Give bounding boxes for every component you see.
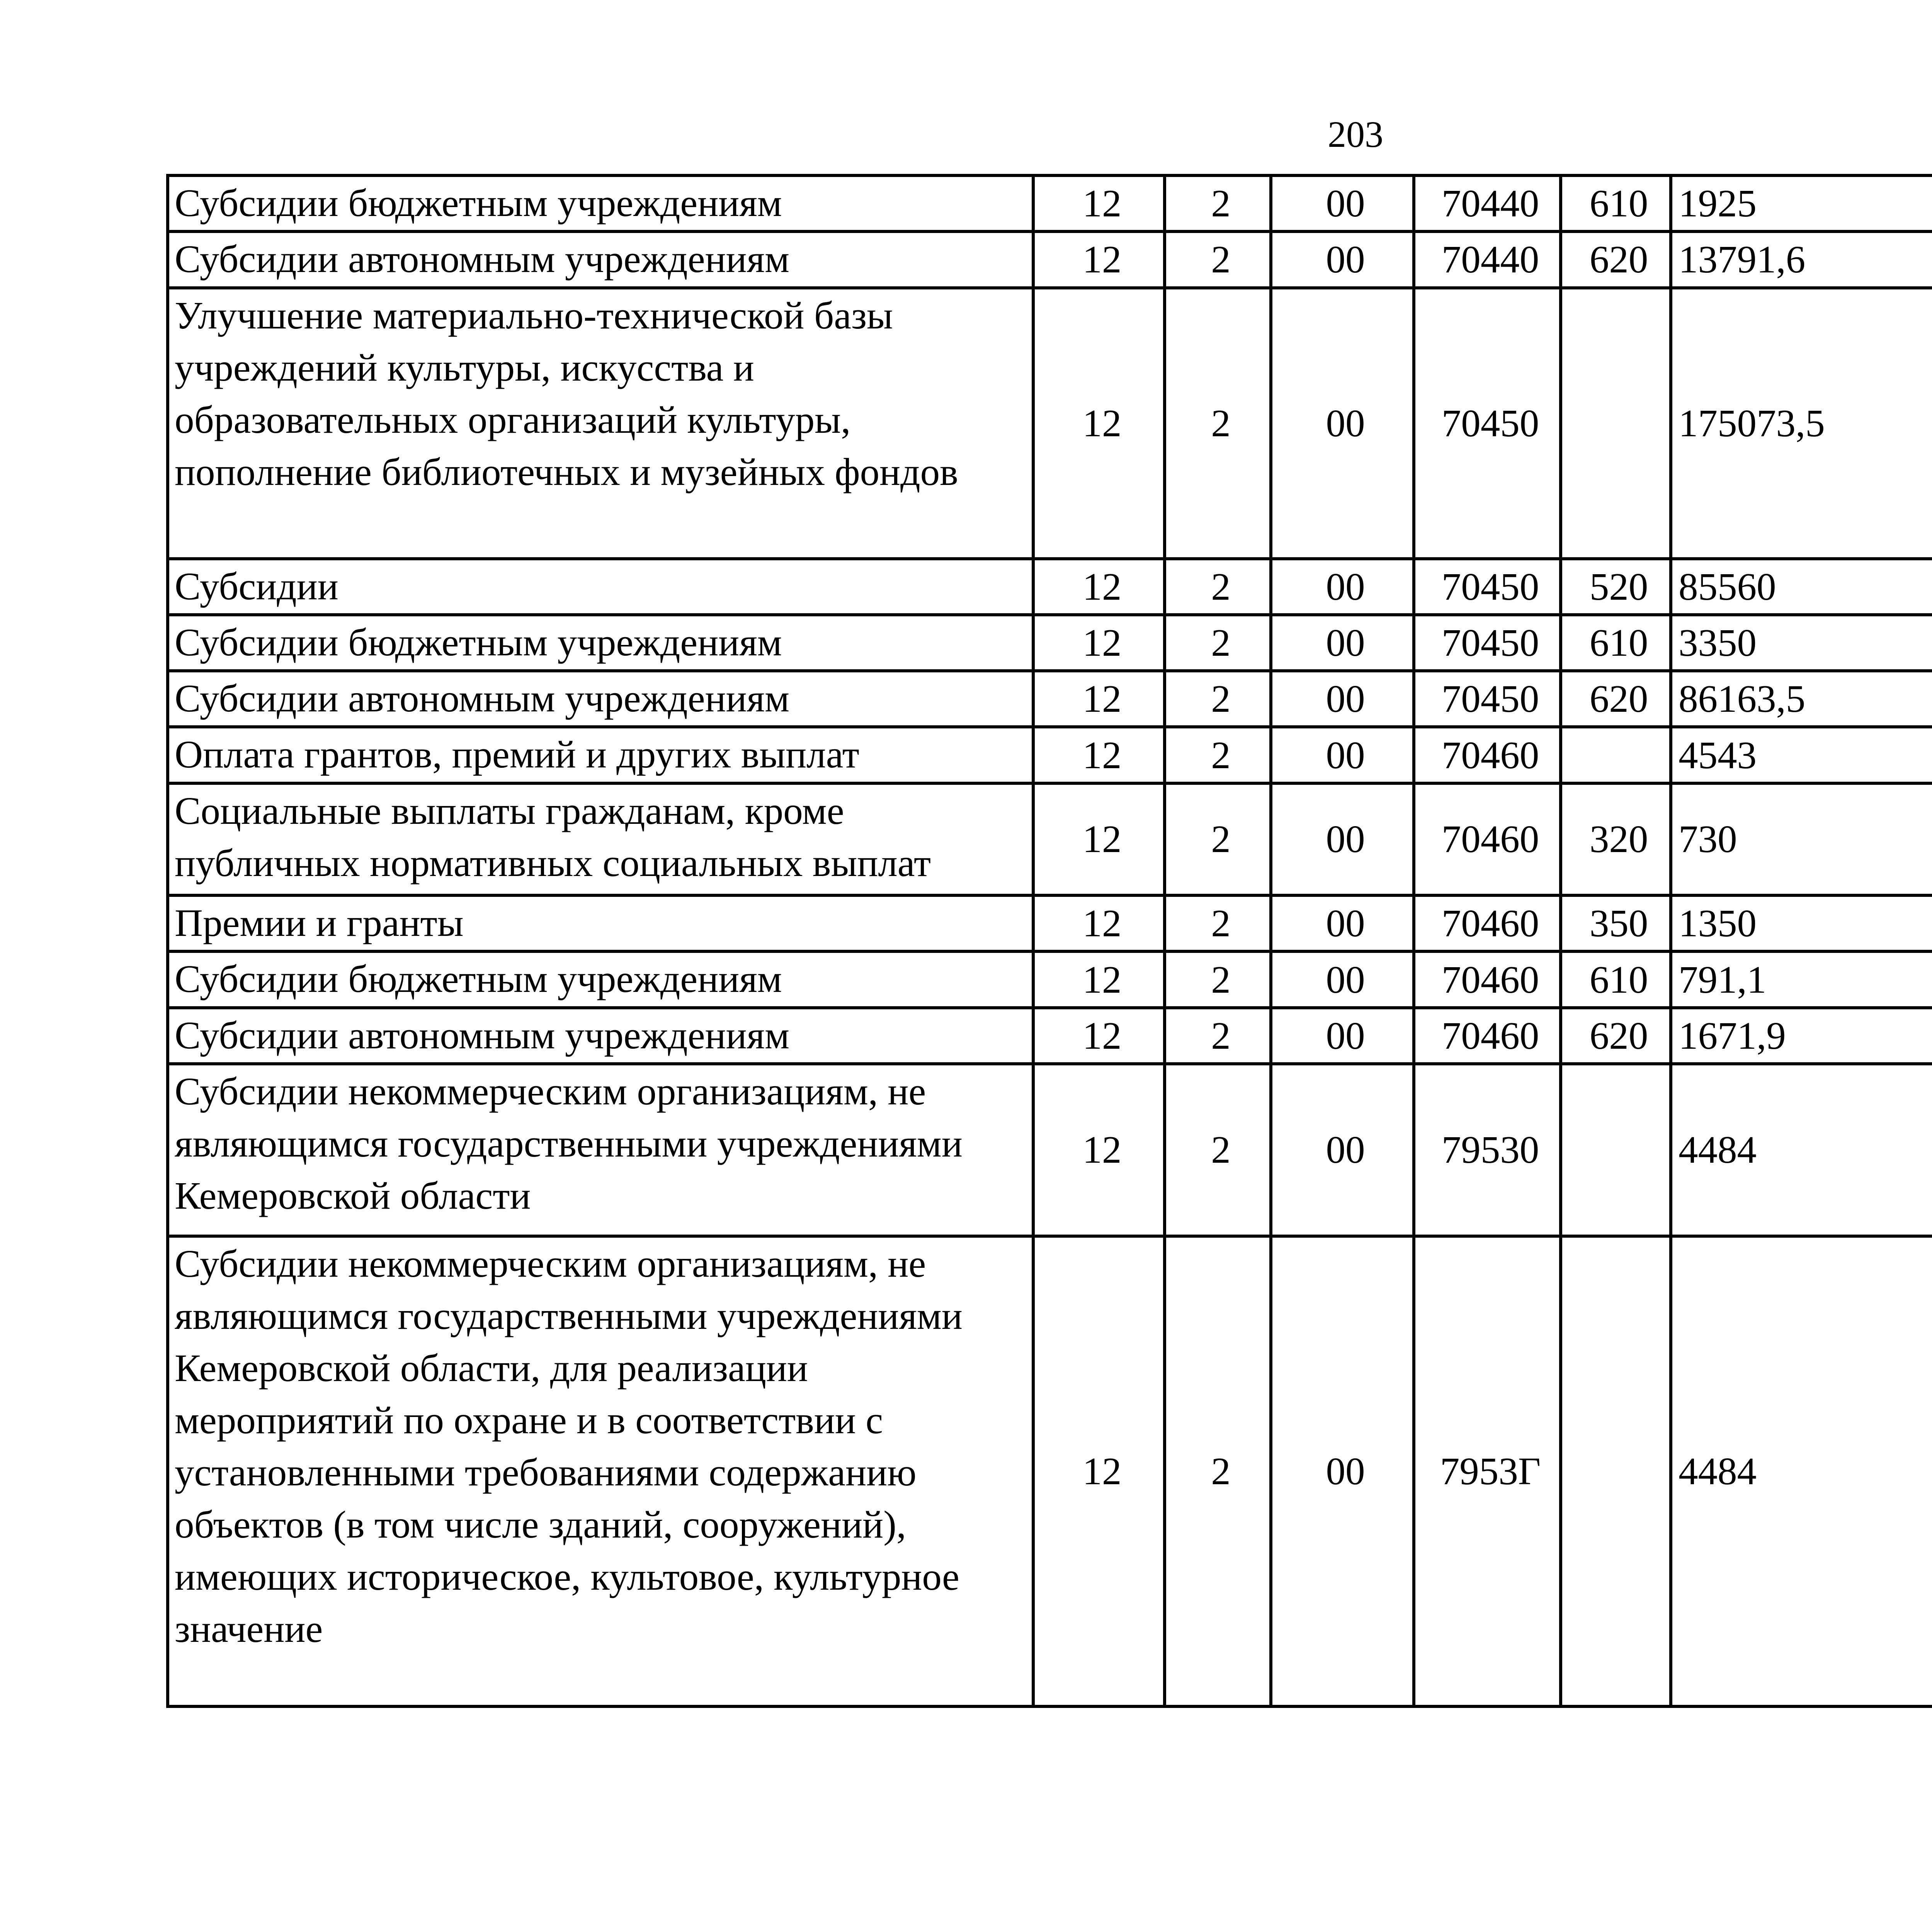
row-name: Улучшение материально-технической базы учреждений культуры, искусства и образовательных организаций культуры, пополнение библиотечных и музейных фондов	[168, 288, 1033, 559]
amount-year-1: 730	[1671, 783, 1932, 896]
subsection-code: 2	[1165, 175, 1271, 231]
subsection-code: 2	[1165, 1064, 1271, 1236]
row-name: Социальные выплаты гражданам, кроме публичных нормативных социальных выплат	[168, 783, 1033, 896]
section-code: 12	[1033, 1064, 1165, 1236]
expense-type-code: 620	[1561, 671, 1671, 727]
table-row	[168, 727, 1932, 783]
row-name: Субсидии	[168, 559, 1033, 615]
program-code: 00	[1271, 1064, 1414, 1236]
row-name: Субсидии автономным учреждениям	[168, 671, 1033, 727]
section-code: 12	[1033, 615, 1165, 671]
row-name: Субсидии некоммерческим организациям, не являющимся государственными учреждениями Кемеровской области, для реализации мероприятий по охране и в соответствии с установленными требованиями содержанию объектов (в том числе зданий, сооружений), имеющих историческое, культовое, культурное значение	[168, 1236, 1033, 1706]
amount-year-1: 1925	[1671, 175, 1932, 231]
table-row	[168, 1064, 1932, 1236]
program-code: 00	[1271, 895, 1414, 951]
expense-type-code: 350	[1561, 895, 1671, 951]
budget-table	[166, 174, 1932, 1708]
direction-code: 70450	[1414, 671, 1561, 727]
subsection-code: 2	[1165, 615, 1271, 671]
program-code: 00	[1271, 671, 1414, 727]
amount-year-1: 4484	[1671, 1064, 1932, 1236]
amount-year-1: 85560	[1671, 559, 1932, 615]
row-name: Субсидии бюджетным учреждениям	[168, 175, 1033, 231]
section-code: 12	[1033, 727, 1165, 783]
expense-type-code	[1561, 288, 1671, 559]
expense-type-code: 610	[1561, 175, 1671, 231]
program-code: 00	[1271, 288, 1414, 559]
section-code: 12	[1033, 231, 1165, 287]
section-code: 12	[1033, 895, 1165, 951]
program-code: 00	[1271, 615, 1414, 671]
expense-type-code	[1561, 727, 1671, 783]
table-row	[168, 288, 1932, 559]
subsection-code: 2	[1165, 288, 1271, 559]
direction-code: 70460	[1414, 727, 1561, 783]
subsection-code: 2	[1165, 1236, 1271, 1706]
section-code: 12	[1033, 175, 1165, 231]
amount-year-1: 1350	[1671, 895, 1932, 951]
subsection-code: 2	[1165, 951, 1271, 1007]
direction-code: 70450	[1414, 559, 1561, 615]
expense-type-code: 610	[1561, 951, 1671, 1007]
direction-code: 70460	[1414, 951, 1561, 1007]
amount-year-1: 175073,5	[1671, 288, 1932, 559]
subsection-code: 2	[1165, 783, 1271, 896]
amount-year-1: 86163,5	[1671, 671, 1932, 727]
amount-year-1: 791,1	[1671, 951, 1932, 1007]
amount-year-1: 1671,9	[1671, 1008, 1932, 1064]
row-name: Субсидии некоммерческим организациям, не являющимся государственными учреждениями Кемеровской области	[168, 1064, 1033, 1236]
table-row	[168, 951, 1932, 1007]
subsection-code: 2	[1165, 1008, 1271, 1064]
row-name: Субсидии бюджетным учреждениям	[168, 951, 1033, 1007]
section-code: 12	[1033, 559, 1165, 615]
table-row	[168, 783, 1932, 896]
table-row	[168, 1008, 1932, 1064]
expense-type-code	[1561, 1064, 1671, 1236]
subsection-code: 2	[1165, 559, 1271, 615]
section-code: 12	[1033, 671, 1165, 727]
subsection-code: 2	[1165, 671, 1271, 727]
row-name: Премии и гранты	[168, 895, 1033, 951]
direction-code: 7953Г	[1414, 1236, 1561, 1706]
expense-type-code: 610	[1561, 615, 1671, 671]
direction-code: 70440	[1414, 175, 1561, 231]
row-name: Оплата грантов, премий и других выплат	[168, 727, 1033, 783]
expense-type-code: 620	[1561, 231, 1671, 287]
amount-year-1: 4484	[1671, 1236, 1932, 1706]
table-row	[168, 895, 1932, 951]
expense-type-code: 520	[1561, 559, 1671, 615]
expense-type-code: 320	[1561, 783, 1671, 896]
page-number: 203	[1328, 114, 1383, 155]
table-row	[168, 615, 1932, 671]
table-row	[168, 231, 1932, 287]
direction-code: 70460	[1414, 895, 1561, 951]
table-row	[168, 1236, 1932, 1706]
direction-code: 70450	[1414, 615, 1561, 671]
amount-year-1: 4543	[1671, 727, 1932, 783]
subsection-code: 2	[1165, 231, 1271, 287]
direction-code: 70450	[1414, 288, 1561, 559]
program-code: 00	[1271, 951, 1414, 1007]
row-name: Субсидии автономным учреждениям	[168, 1008, 1033, 1064]
section-code: 12	[1033, 783, 1165, 896]
program-code: 00	[1271, 1008, 1414, 1064]
direction-code: 79530	[1414, 1064, 1561, 1236]
direction-code: 70460	[1414, 783, 1561, 896]
direction-code: 70440	[1414, 231, 1561, 287]
program-code: 00	[1271, 727, 1414, 783]
amount-year-1: 3350	[1671, 615, 1932, 671]
table-row	[168, 671, 1932, 727]
program-code: 00	[1271, 783, 1414, 896]
section-code: 12	[1033, 951, 1165, 1007]
expense-type-code	[1561, 1236, 1671, 1706]
section-code: 12	[1033, 1236, 1165, 1706]
expense-type-code: 620	[1561, 1008, 1671, 1064]
section-code: 12	[1033, 1008, 1165, 1064]
program-code: 00	[1271, 175, 1414, 231]
program-code: 00	[1271, 1236, 1414, 1706]
subsection-code: 2	[1165, 895, 1271, 951]
amount-year-1: 13791,6	[1671, 231, 1932, 287]
program-code: 00	[1271, 231, 1414, 287]
table-row	[168, 175, 1932, 231]
row-name: Субсидии автономным учреждениям	[168, 231, 1033, 287]
subsection-code: 2	[1165, 727, 1271, 783]
section-code: 12	[1033, 288, 1165, 559]
direction-code: 70460	[1414, 1008, 1561, 1064]
program-code: 00	[1271, 559, 1414, 615]
row-name: Субсидии бюджетным учреждениям	[168, 615, 1033, 671]
table-row	[168, 559, 1932, 615]
